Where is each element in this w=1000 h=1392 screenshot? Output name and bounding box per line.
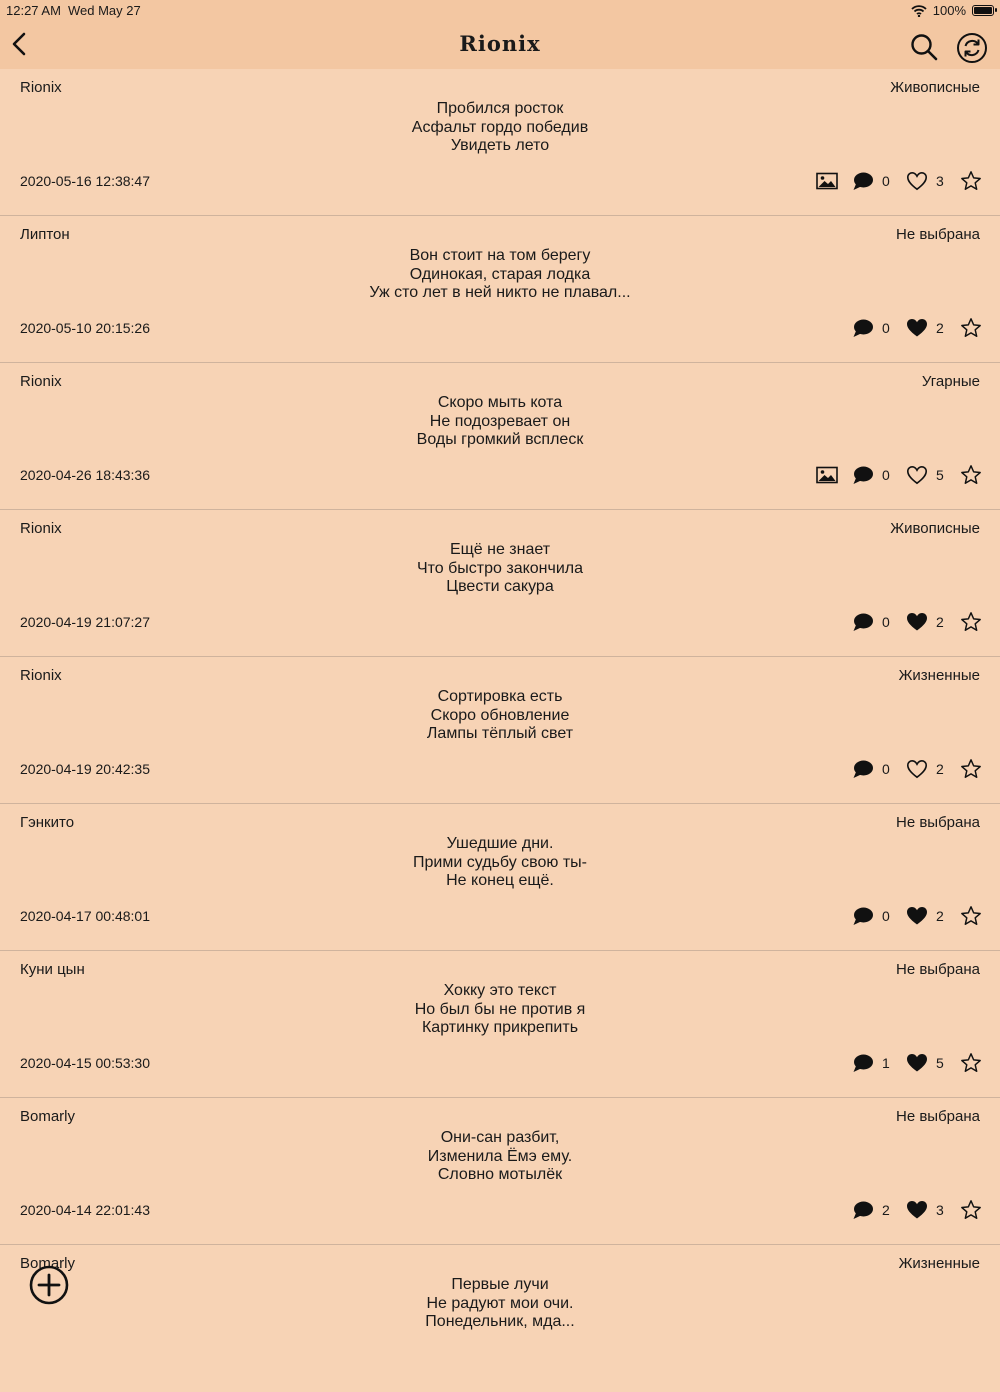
haiku-post[interactable] <box>0 510 1000 657</box>
post-category: Жизненные <box>898 1255 980 1272</box>
like-count: 5 <box>936 1055 944 1071</box>
star-favorite-icon[interactable] <box>960 1199 982 1221</box>
wifi-icon <box>911 5 927 17</box>
post-author[interactable]: Гэнкито <box>20 814 75 831</box>
star-favorite-icon[interactable] <box>960 170 982 192</box>
haiku-post[interactable] <box>0 1098 1000 1245</box>
poem-line: Словно мотылёк <box>437 1166 563 1183</box>
post-poem <box>0 688 1000 744</box>
like-count: 2 <box>936 908 944 924</box>
post-category: Не выбрана <box>896 1108 980 1125</box>
post-category: Не выбрана <box>896 226 980 243</box>
poem-line: Цвести сакура <box>446 578 554 595</box>
comment-count: 0 <box>882 908 890 924</box>
post-author[interactable]: Bomarly <box>20 1108 76 1125</box>
post-poem <box>0 1129 1000 1185</box>
poem-line: Ещё не знает <box>449 541 551 558</box>
post-category: Жизненные <box>898 667 980 684</box>
poem-line: Вон стоит на том берегу <box>409 247 591 264</box>
comment-count: 0 <box>882 320 890 336</box>
heart-filled-icon[interactable] <box>906 612 928 632</box>
like-count: 2 <box>936 614 944 630</box>
post-actions <box>852 1198 982 1222</box>
haiku-feed[interactable] <box>0 69 1000 1392</box>
search-icon[interactable] <box>909 32 939 62</box>
post-category: Живописные <box>890 520 980 537</box>
post-timestamp: 2020-04-15 00:53:30 <box>20 1055 150 1071</box>
heart-filled-icon[interactable] <box>906 1200 928 1220</box>
status-bar <box>0 0 1000 20</box>
post-author[interactable]: Куни цын <box>20 961 85 978</box>
battery-percent: 100% <box>932 3 966 18</box>
comment-count: 0 <box>882 173 890 189</box>
comment-count: 0 <box>882 614 890 630</box>
comment-icon[interactable] <box>852 171 874 191</box>
app-title: Rionix <box>459 31 541 56</box>
post-poem <box>0 1276 1000 1332</box>
star-favorite-icon[interactable] <box>960 905 982 927</box>
comment-icon[interactable] <box>852 612 874 632</box>
poem-line: Ушедшие дни. <box>446 835 554 852</box>
add-post-button[interactable] <box>28 1264 70 1306</box>
like-count: 2 <box>936 320 944 336</box>
star-favorite-icon[interactable] <box>960 1052 982 1074</box>
post-category: Не выбрана <box>896 961 980 978</box>
status-right <box>911 3 994 18</box>
poem-line: Одинокая, старая лодка <box>409 265 591 283</box>
post-category: Угарные <box>921 373 980 390</box>
heart-filled-icon[interactable] <box>906 318 928 338</box>
like-count: 5 <box>936 467 944 483</box>
haiku-post[interactable] <box>0 363 1000 510</box>
poem-line: Сортировка есть <box>437 688 563 705</box>
post-actions <box>852 757 982 781</box>
star-favorite-icon[interactable] <box>960 611 982 633</box>
post-author[interactable]: Липтон <box>20 226 70 243</box>
poem-line: Картинку прикрепить <box>421 1019 579 1036</box>
post-poem <box>0 541 1000 597</box>
poem-line: Понедельник, мда... <box>425 1313 575 1330</box>
poem-line: Пробился росток <box>436 100 564 117</box>
poem-line: Первые лучи <box>451 1276 549 1293</box>
comment-icon[interactable] <box>852 906 874 926</box>
poem-line: Хокку это текст <box>443 982 557 999</box>
post-actions <box>816 463 982 487</box>
post-timestamp: 2020-05-16 12:38:47 <box>20 173 150 189</box>
post-timestamp: 2020-04-26 18:43:36 <box>20 467 150 483</box>
haiku-post[interactable] <box>0 657 1000 804</box>
post-actions <box>852 1051 982 1075</box>
comment-icon[interactable] <box>852 759 874 779</box>
post-poem <box>0 394 1000 450</box>
poem-line: Они-сан разбит, <box>440 1129 560 1146</box>
heart-filled-icon[interactable] <box>906 906 928 926</box>
post-actions <box>852 316 982 340</box>
post-timestamp: 2020-04-19 20:42:35 <box>20 761 150 777</box>
post-category: Живописные <box>890 79 980 96</box>
battery-icon <box>972 5 994 16</box>
comment-count: 0 <box>882 761 890 777</box>
poem-line: Не радуют мои очи. <box>426 1294 574 1312</box>
poem-line: Что быстро закончила <box>416 559 584 577</box>
poem-line: Не подозревает он <box>429 412 571 430</box>
comment-count: 2 <box>882 1202 890 1218</box>
poem-line: Воды громкий всплеск <box>416 431 584 448</box>
post-category: Не выбрана <box>896 814 980 831</box>
refresh-icon[interactable] <box>956 32 988 64</box>
like-count: 3 <box>936 1202 944 1218</box>
poem-line: Скоро мыть кота <box>437 394 563 411</box>
heart-filled-icon[interactable] <box>906 1053 928 1073</box>
post-author[interactable]: Rionix <box>20 373 62 390</box>
heart-outline-icon[interactable] <box>906 759 928 779</box>
image-attachment-icon[interactable] <box>816 172 838 190</box>
star-favorite-icon[interactable] <box>960 317 982 339</box>
post-timestamp: 2020-04-17 00:48:01 <box>20 908 150 924</box>
post-timestamp: 2020-05-10 20:15:26 <box>20 320 150 336</box>
poem-line: Изменила Ёмэ ему. <box>427 1147 573 1165</box>
poem-line: Уж сто лет в ней никто не плавал... <box>369 284 631 301</box>
star-favorite-icon[interactable] <box>960 464 982 486</box>
image-attachment-icon[interactable] <box>816 466 838 484</box>
star-favorite-icon[interactable] <box>960 758 982 780</box>
post-poem <box>0 247 1000 303</box>
post-author[interactable]: Rionix <box>20 79 62 96</box>
comment-icon[interactable] <box>852 318 874 338</box>
like-count: 3 <box>936 173 944 189</box>
poem-line: Асфальт гордо победив <box>411 118 589 136</box>
post-actions <box>816 169 982 193</box>
post-actions <box>852 904 982 928</box>
poem-line: Но был бы не против я <box>414 1000 586 1018</box>
haiku-post[interactable] <box>0 1245 1000 1392</box>
comment-count: 1 <box>882 1055 890 1071</box>
poem-line: Увидеть лето <box>450 137 550 154</box>
poem-line: Скоро обновление <box>430 706 570 724</box>
post-poem <box>0 100 1000 156</box>
comment-icon[interactable] <box>852 1053 874 1073</box>
like-count: 2 <box>936 761 944 777</box>
post-timestamp: 2020-04-14 22:01:43 <box>20 1202 150 1218</box>
heart-outline-icon[interactable] <box>906 171 928 191</box>
post-poem <box>0 982 1000 1038</box>
comment-count: 0 <box>882 467 890 483</box>
haiku-post[interactable] <box>0 216 1000 363</box>
post-actions <box>852 610 982 634</box>
poem-line: Не конец ещё. <box>446 872 554 889</box>
heart-outline-icon[interactable] <box>906 465 928 485</box>
haiku-post[interactable] <box>0 951 1000 1098</box>
comment-icon[interactable] <box>852 465 874 485</box>
status-date: Wed May 27 <box>68 3 141 18</box>
post-poem <box>0 835 1000 891</box>
haiku-post[interactable] <box>0 804 1000 951</box>
haiku-post[interactable] <box>0 69 1000 216</box>
post-author[interactable]: Rionix <box>20 667 62 684</box>
nav-bar <box>0 20 1000 69</box>
poem-line: Лампы тёплый свет <box>426 725 574 742</box>
status-time: 12:27 AM <box>6 3 61 18</box>
post-author[interactable]: Rionix <box>20 520 62 537</box>
post-author[interactable]: Bomarly <box>20 1255 76 1272</box>
comment-icon[interactable] <box>852 1200 874 1220</box>
post-timestamp: 2020-04-19 21:07:27 <box>20 614 150 630</box>
poem-line: Прими судьбу свою ты- <box>413 853 587 871</box>
